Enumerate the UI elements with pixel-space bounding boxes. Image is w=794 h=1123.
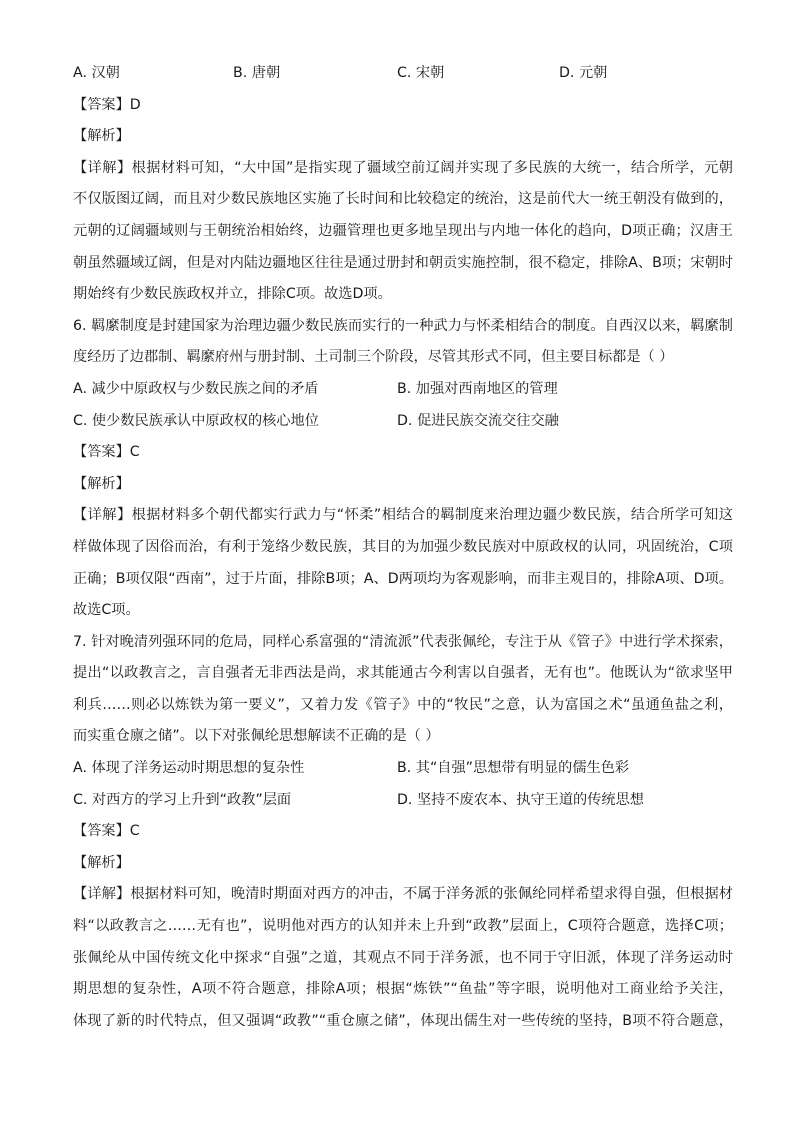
analysis-label: 【解析】: [73, 475, 130, 492]
detail-line: 张佩纶从中国传统文化中探求“自强”之道，其观点不同于洋务派，也不同于守旧派，体现了洋务运动时: [73, 949, 733, 966]
option-a: A. 减少中原政权与少数民族之间的矛盾: [73, 380, 319, 397]
option-d: D. 促进民族交流交往交融: [397, 412, 559, 429]
detail-line: 【详解】根据材料可知，“大中国”是指实现了疆域空前辽阔并实现了多民族的大统一，结合所学，元朝: [73, 159, 733, 176]
question-stem: 度经历了边郡制、羁縻府州与册封制、土司制三个阶段，尽管其形式不同，但主要目标都是（ ）: [73, 349, 674, 366]
option-c: C. 使少数民族承认中原政权的核心地位: [73, 412, 319, 429]
options-row: [73, 406, 733, 438]
option-b: B. 唐朝: [233, 65, 281, 81]
detail-line: 体现了新的时代特点，但又强调“政教”“重仓廪之储”，体现出儒生对一些传统的坚持，B项不符合题意，: [73, 1012, 733, 1029]
option-d: D. 元朝: [559, 65, 608, 81]
question-stem: 利兵……则必以炼铁为第一要义”，又着力发《管子》中的“牧民”之意，认为富国之术“虽通鱼盐之利，: [73, 696, 733, 713]
detail-line: 正确；B项仅限“西南”，过于片面，排除B项；A、D两项均为客观影响，而非主观目的，排除A项、D项。: [73, 570, 733, 587]
answer-line: 【答案】C: [73, 444, 140, 461]
question-stem: 提出“以政教言之，言自强者无非西法是尚，求其能通古今利害以自强者，无有也”。他既认为“欲求坚甲: [73, 665, 733, 682]
question-stem: 6. 羁縻制度是封建国家为治理边疆少数民族而实行的一种武力与怀柔相结合的制度。自西汉以来，羁縻制: [73, 317, 733, 334]
exam-page: [73, 58, 733, 1037]
detail-line: 故选C项。: [73, 602, 140, 619]
question-stem: 7. 针对晚清列强环同的危局，同样心系富强的“清流派”代表张佩纶，专注于从《管子》中进行学术探索，: [73, 633, 733, 650]
detail-line: 样做体现了因俗而治，有利于笼络少数民族，其目的为加强少数民族对中原政权的认同，巩固统治，C项: [73, 538, 733, 555]
detail-line: 【详解】根据材料可知，晚清时期面对西方的冲击，不属于洋务派的张佩纶同样希望求得自强，但根据材: [73, 886, 733, 903]
option-a: A. 汉朝: [73, 65, 120, 81]
detail-line: 料“以政教言之……无有也”，说明他对西方的认知并未上升到“政教”层面上，C项符合题意，选择C项；: [73, 918, 733, 935]
options-row: [73, 753, 733, 785]
detail-line: 【详解】根据材料多个朝代都实行武力与“怀柔”相结合的羁制度来治理边疆少数民族，结合所学可知这: [73, 507, 733, 524]
answer-line: 【答案】D: [73, 96, 141, 113]
option-c: C. 对西方的学习上升到“政教”层面: [73, 791, 292, 808]
options-row-prev: [73, 58, 733, 90]
detail-line: 朝虽然疆域辽阔，但是对内陆边疆地区往往是通过册封和朝贡实施控制，很不稳定，排除A、B项；宋朝时: [73, 254, 733, 271]
detail-line: 期始终有少数民族政权并立，排除C项。故选D项。: [73, 286, 392, 303]
option-a: A. 体现了洋务运动时期思想的复杂性: [73, 760, 305, 777]
detail-line: 不仅版图辽阔，而且对少数民族地区实施了长时间和比较稳定的统治，这是前代大一统王朝没有做到的，: [73, 191, 733, 208]
option-b: B. 加强对西南地区的管理: [397, 380, 558, 397]
options-row: [73, 785, 733, 817]
answer-line: 【答案】C: [73, 823, 140, 840]
option-d: D. 坚持不废农本、执守王道的传统思想: [397, 791, 644, 808]
option-b: B. 其“自强”思想带有明显的儒生色彩: [397, 760, 630, 777]
detail-line: 期思想的复杂性，A项不符合题意，排除A项；根据“炼铁”“鱼盐”等字眼，说明他对工商业给予关注，: [73, 981, 733, 998]
detail-line: 元朝的辽阔疆域则与王朝统治相始终，边疆管理也更多地呈现出与内地一体化的趋向，D项正确；汉唐王: [73, 222, 733, 239]
analysis-label: 【解析】: [73, 128, 130, 145]
option-c: C. 宋朝: [397, 65, 445, 81]
analysis-label: 【解析】: [73, 854, 130, 871]
question-stem: 而实重仓廪之储”。以下对张佩纶思想解读不正确的是（ ）: [73, 728, 440, 745]
options-row: [73, 374, 733, 406]
